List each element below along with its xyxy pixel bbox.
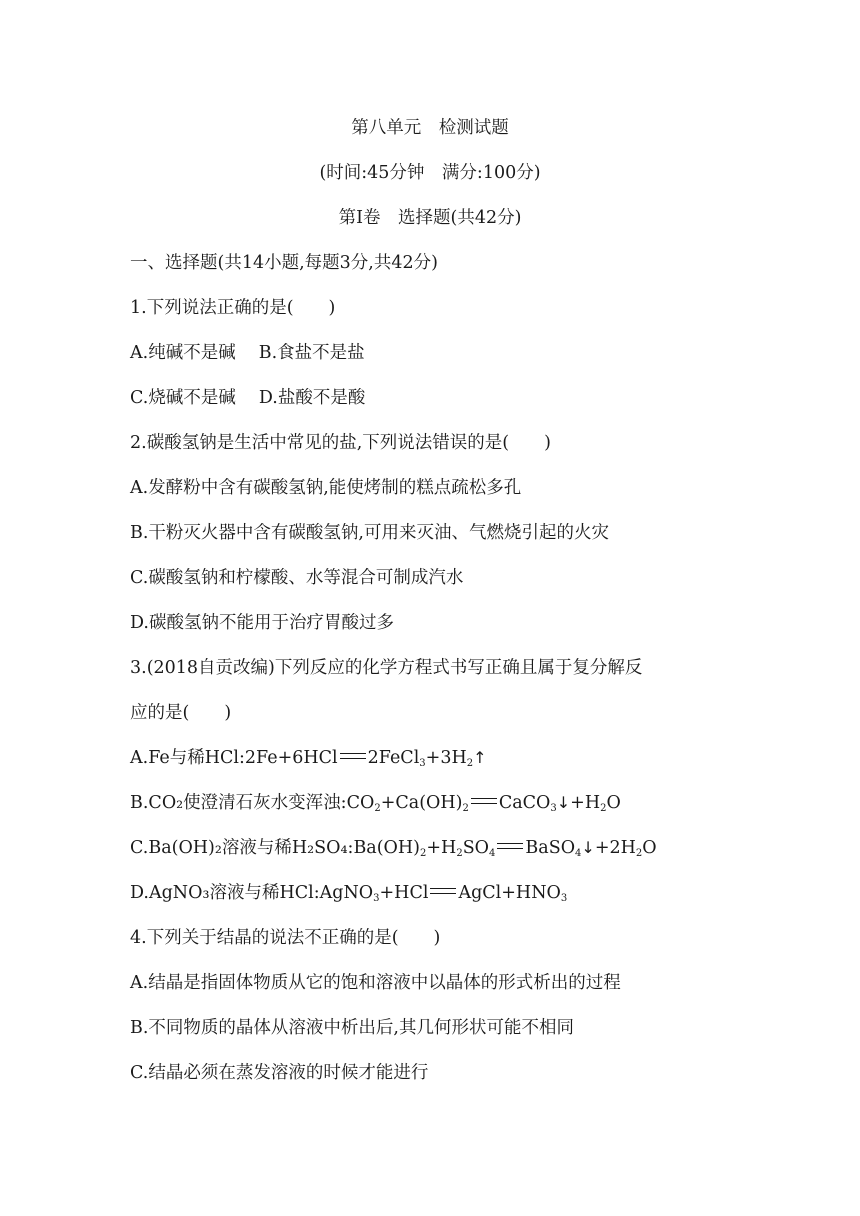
question-3-stem-line2: 应的是( ) <box>130 703 232 723</box>
option-c-label: C.Ba(OH)₂溶液与稀H₂SO₄: <box>130 838 354 858</box>
question-3-stem-line1: 3.(2018自贡改编)下列反应的化学方程式书写正确且属于复分解反 <box>130 658 643 678</box>
question-1-stem: 1.下列说法正确的是( ) <box>130 298 336 318</box>
question-4-option-a: A.结晶是指固体物质从它的饱和溶液中以晶体的形式析出的过程 <box>130 973 621 993</box>
equation-a: 2Fe+6HCl $2FeCl_3+3H_2↑$ <box>244 748 487 769</box>
equals-sign <box>497 843 523 849</box>
question-1-options-cd: C.烧碱不是碱 D.盐酸不是酸 <box>130 388 366 408</box>
section-title: 一、选择题(共14小题,每题3分,共42分) <box>130 253 438 273</box>
equals-sign <box>340 753 366 759</box>
exam-info: (时间:45分钟 满分:100分) <box>319 163 541 183</box>
precipitate-arrow-icon: ↓ <box>581 838 595 857</box>
option-d-label: D.AgNO₃溶液与稀HCl: <box>130 883 320 903</box>
question-3-option-a <box>130 746 487 770</box>
question-1-options-ab: A.纯碱不是碱 B.食盐不是盐 <box>130 343 365 363</box>
equation-d: AgNO$_3$+HCl $AgCl+HNO_3$ <box>319 883 568 904</box>
equals-sign <box>430 888 456 894</box>
question-3-option-b <box>130 791 621 815</box>
question-2-option-d: D.碳酸氢钠不能用于治疗胃酸过多 <box>130 613 394 633</box>
equation-b: $CO_2+Ca(OH)_2$ $CaCO_3↓+H_2O$ <box>346 793 621 814</box>
page-title: 第八单元 检测试题 <box>351 118 509 138</box>
question-3-option-c <box>130 836 657 860</box>
equation-c: $Ba(OH)_2+H_2SO_4$ $BaSO_4↓+2H_2O$ <box>353 838 657 859</box>
question-4-option-c: C.结晶必须在蒸发溶液的时候才能进行 <box>130 1063 429 1083</box>
question-3-option-d <box>130 881 567 905</box>
precipitate-arrow-icon: ↓ <box>556 793 571 812</box>
question-2-option-a: A.发酵粉中含有碳酸氢钠,能使烤制的糕点疏松多孔 <box>130 478 522 498</box>
question-2-option-c: C.碳酸氢钠和柠檬酸、水等混合可制成汽水 <box>130 568 464 588</box>
question-2-stem: 2.碳酸氢钠是生活中常见的盐,下列说法错误的是( ) <box>130 433 551 453</box>
part-title: 第Ⅰ卷 选择题(共42分) <box>338 208 522 228</box>
equals-sign <box>471 798 497 804</box>
option-a-label: A.Fe与稀HCl: <box>130 748 245 768</box>
question-4-option-b: B.不同物质的晶体从溶液中析出后,其几何形状可能不相同 <box>130 1018 574 1038</box>
question-2-option-b: B.干粉灭火器中含有碳酸氢钠,可用来灭油、气燃烧引起的火灾 <box>130 523 609 543</box>
gas-arrow-icon: ↑ <box>473 748 487 767</box>
question-4-stem: 4.下列关于结晶的说法不正确的是( ) <box>130 928 441 948</box>
option-b-label: B.CO₂使澄清石灰水变浑浊: <box>130 793 347 813</box>
